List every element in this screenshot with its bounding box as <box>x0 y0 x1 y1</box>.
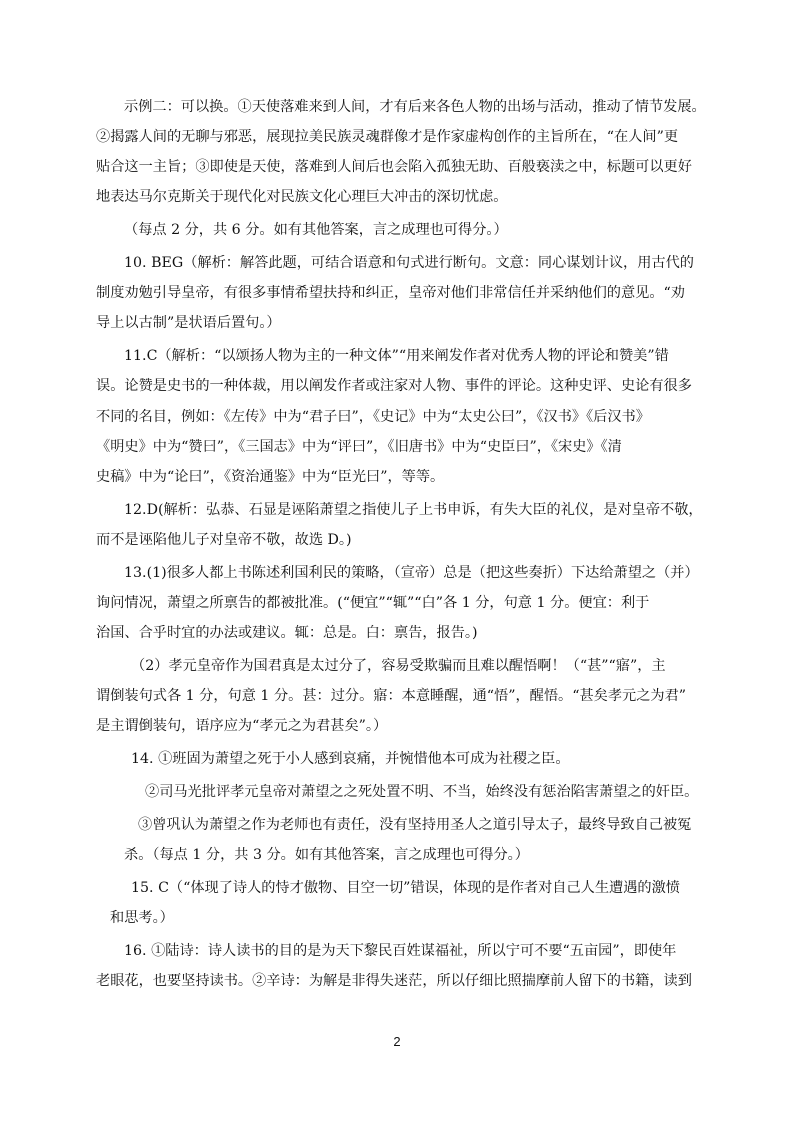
text-line: 《明史》中为“赞曰”，《三国志》中为“评曰”，《旧唐书》中为“史臣曰”，《宋史》《清 <box>96 439 622 455</box>
text-line: 制度劝勉引导皇帝，有很多事情希望扶持和纠正，皇帝对他们非常信任并采纳他们的意见。“劝 <box>96 285 685 301</box>
text-line: 贴合这一主旨；③即使是天使，落难到人间后也会陷入孤独无助、百般亵渎之中，标题可以更好 <box>96 159 692 175</box>
text-line: 11.C（解析：“以颂扬人物为主的一种文体”“用来阐发作者对优秀人物的评论和赞美”错 <box>124 348 669 364</box>
text-line: 和思考。） <box>110 910 174 926</box>
text-line: 示例二：可以换。①天使落难来到人间，才有后来各色人物的出场与活动，推动了情节发展。 <box>124 99 706 115</box>
text-line: 12.D(解析：弘恭、石显是诬陷萧望之指使儿子上书申诉，有失大臣的礼仪，是对皇帝不敬， <box>124 502 703 518</box>
text-line: （2）孝元皇帝作为国君真是太过分了，容易受欺骗而且难以醒悟啊！（“甚”“寤”，主 <box>131 658 666 674</box>
text-line: 15. C（“体现了诗人的恃才傲物、目空一切”错误，体现的是作者对自己人生遭遇的激愤 <box>131 880 680 896</box>
text-line: 杀。（每点 1 分，共 3 分。如有其他答案，言之成理也可得分。） <box>124 847 529 863</box>
text-line: 13.(1)很多人都上书陈述利国利民的策略，（宣帝）总是（把这些奏折）下达给萧望之（并） <box>124 565 699 581</box>
text-line: 误。论赞是史书的一种体裁，用以阐发作者或注家对人物、事件的评论。这种史评、史论有很多 <box>96 378 692 394</box>
text-line: 不同的名目，例如：《左传》中为“君子曰”，《史记》中为“太史公曰”，《汉书》《后汉书》 <box>96 409 650 425</box>
text-line: ②司马光批评孝元皇帝对萧望之之死处置不明、不当，始终没有惩治陷害萧望之的奸臣。 <box>145 784 699 800</box>
text-line: 是主谓倒装句，语序应为“孝元之为君甚矣”。） <box>96 718 388 734</box>
text-line: 谓倒装句式各 1 分，句意 1 分。甚：过分。寤：本意睡醒，通“悟”，醒悟。“甚矣孝元之为君” <box>96 688 687 704</box>
text-line: 询问情况，萧望之所禀告的都被批准。(“便宜”“辄”“白”各 1 分，句意 1 分。便宜：利于 <box>96 595 650 611</box>
text-line: ②揭露人间的无聊与邪恶，展现拉美民族灵魂群像才是作家虚构创作的主旨所在，“在人间”更 <box>96 129 679 145</box>
text-line: 治国、合乎时宜的办法或建议。辄：总是。白：禀告，报告。) <box>96 625 478 641</box>
text-line: 地表达马尔克斯关于现代化对民族文化心理巨大冲击的深切忧虑。 <box>96 189 508 205</box>
text-line: 10. BEG（解析：解答此题，可结合语意和句式进行断句。文意：同心谋划计议，用古代的 <box>124 255 694 271</box>
text-line: ③曾巩认为萧望之作为老师也有责任，没有坚持用圣人之道引导太子，最终导致自己被冤 <box>138 817 692 833</box>
page-number: 2 <box>393 1034 401 1049</box>
text-line: 16. ①陆诗：诗人读书的目的是为天下黎民百姓谋福祉，所以宁可不要“五亩园”，即使年 <box>124 943 677 959</box>
text-line: 史稿》中为“论曰”，《资治通鉴》中为“臣光曰”，等等。 <box>96 469 445 485</box>
text-line: 14. ①班固为萧望之死于小人感到哀痛，并惋惜他本可成为社稷之臣。 <box>131 751 570 767</box>
text-line: 导上以古制”是状语后置句。） <box>96 315 281 331</box>
text-line: （每点 2 分，共 6 分。如有其他答案，言之成理也可得分。） <box>124 222 508 238</box>
text-line: 而不是诬陷他儿子对皇帝不敬，故选 D。) <box>96 532 352 548</box>
text-line: 老眼花，也要坚持读书。②辛诗：为解是非得失迷茫，所以仔细比照揣摩前人留下的书籍，读到 <box>96 973 692 989</box>
